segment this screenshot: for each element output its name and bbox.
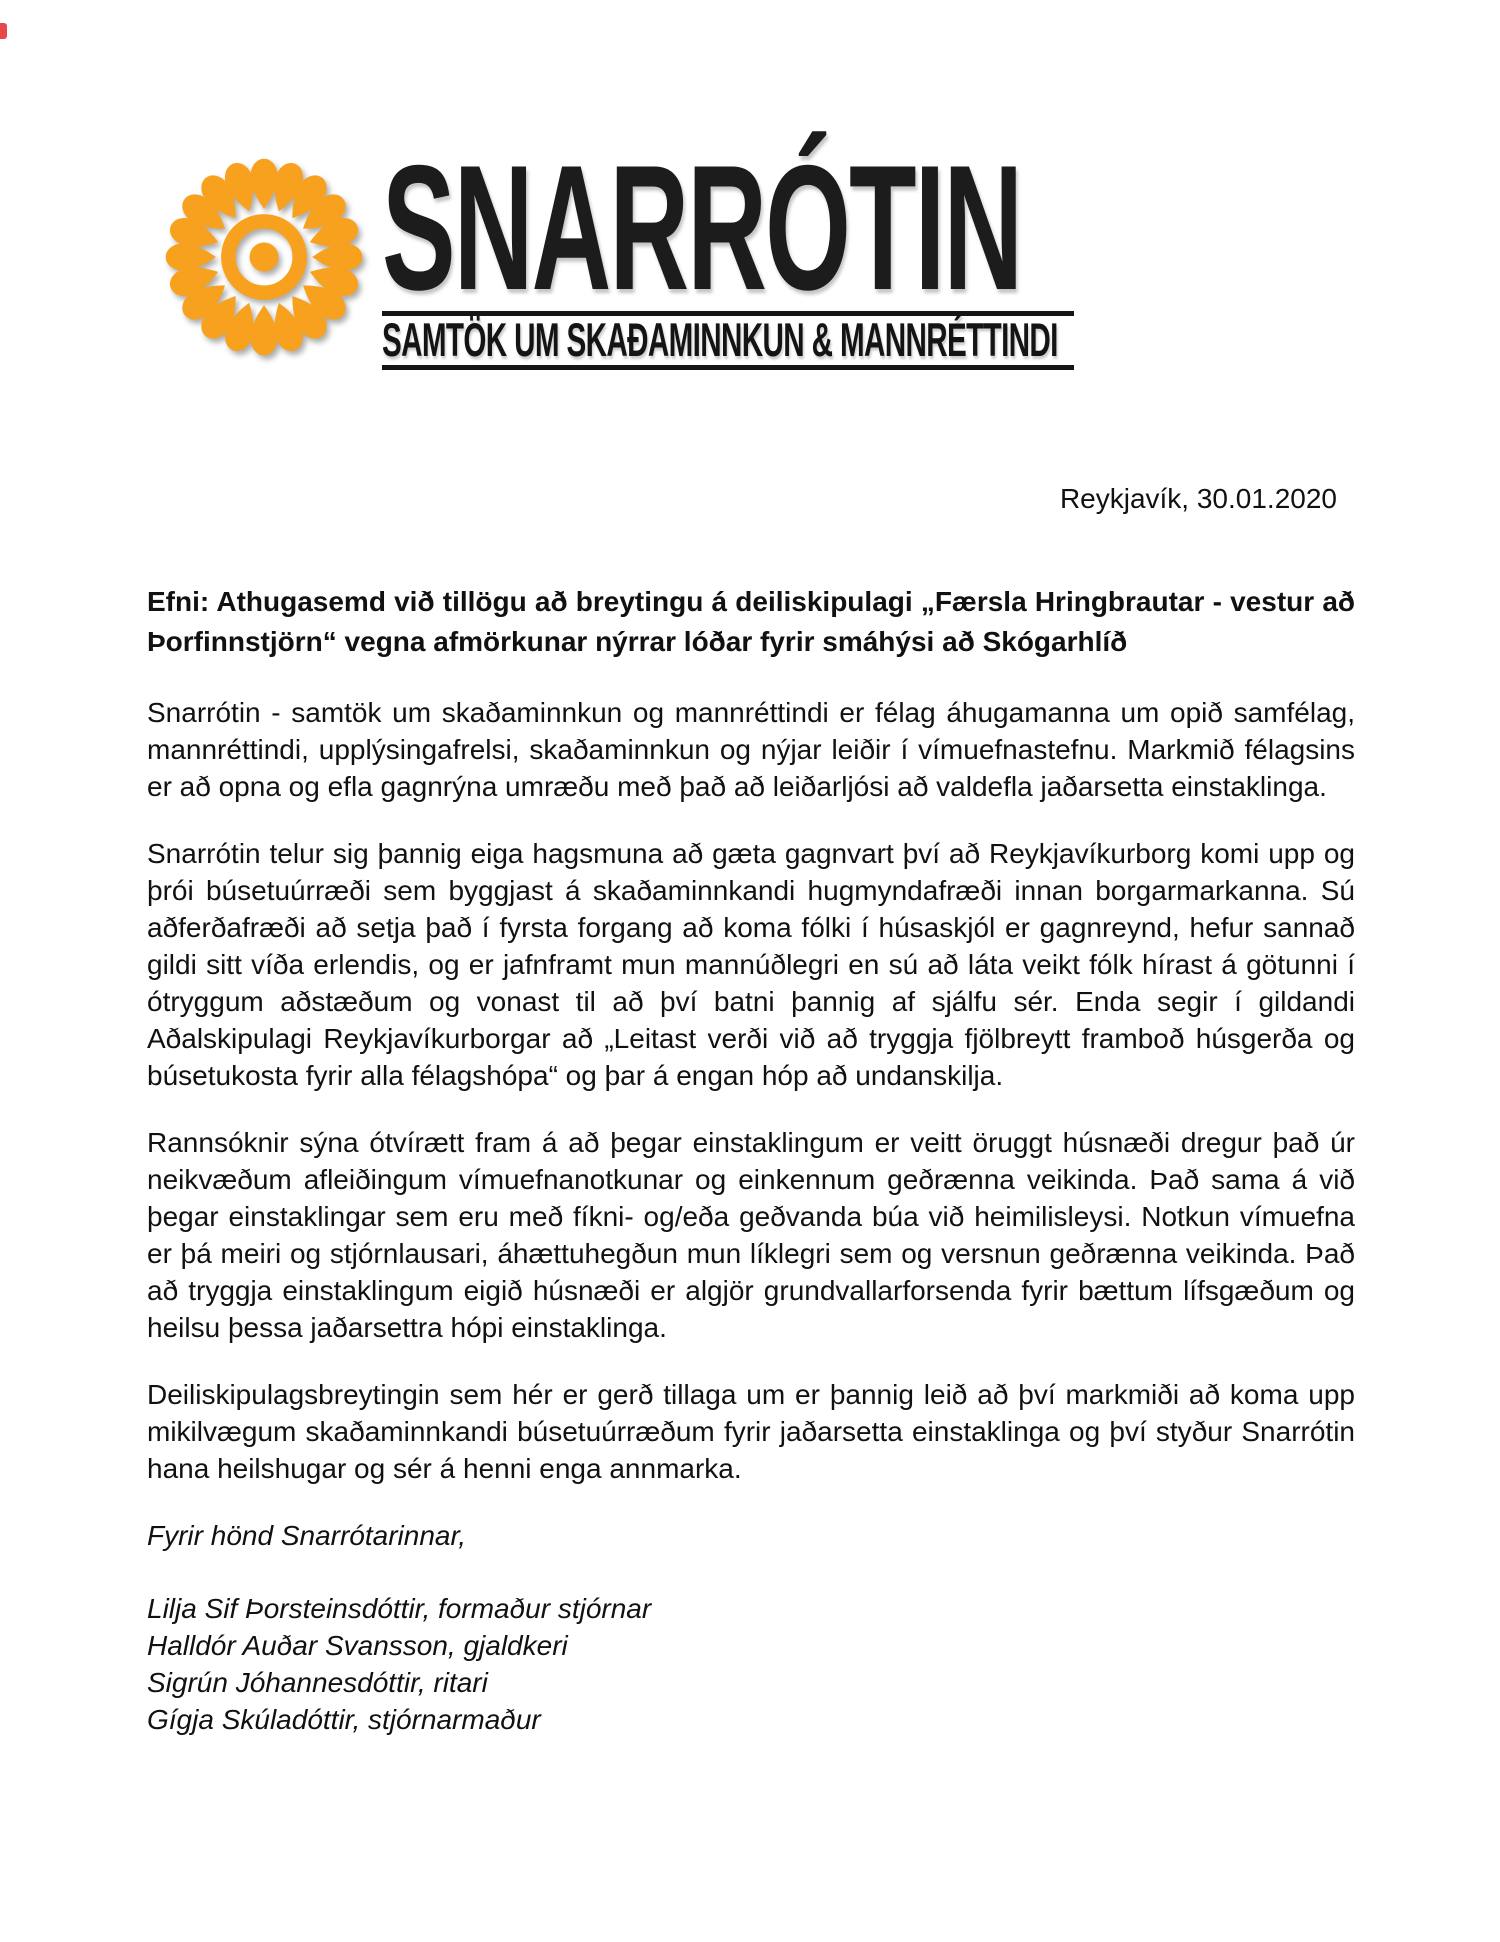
sunflower-icon: [158, 148, 370, 366]
signatory-2: Halldór Auðar Svansson, gjaldkeri: [147, 1630, 568, 1661]
sunflower-center-dot: [250, 243, 279, 272]
subject-line: Efni: Athugasemd við tillögu að breytingu á deiliskipulagi „Færsla Hringbrautar - vestur að Þorfinnstjörn“ vegna afmörkunar nýrrar lóðar fyrir smáhýsi að Skógarhlíð: [147, 586, 1355, 657]
paragraph-2: Snarrótin telur sig þannig eiga hagsmuna að gæta gagnvart því að Reykjavíkurborg komi upp og þrói búsetuúrræði sem byggjast á skaðaminnkandi hugmyndafræði innan borgarmarkanna. Sú aðferðafræði að setja það í fyrsta forgang að koma fólki í húsaskjól er gagnreynd, hefur sannað gildi sitt víða erlendis, og er jafnframt mun mannúðlegri en sú að láta veikt fólk hírast á götunni í ótryggum aðstæðum og vonast til að því batni þannig af sjálfu sér. Enda segir í gildandi Aðalskipulagi Reykjavíkurborgar að „Leitast verði við að tryggja fjölbreytt framboð húsgerða og búsetukosta fyrir alla félagshópa“ og þar á engan hóp að undanskilja.: [147, 838, 1355, 1091]
logo-subtitle-text: SAMTÖK UM SKAÐAMINNKUN & MANNRÉTTINDI: [382, 313, 1058, 366]
signatories-block: [147, 1590, 1355, 1738]
dateline: Reykjavík, 30.01.2020: [1059, 483, 1337, 514]
signatory-4: Gígja Skúladóttir, stjórnarmaður: [147, 1704, 541, 1735]
organization-logo: [158, 128, 1500, 370]
signatory-1: Lilja Sif Þorsteinsdóttir, formaður stjórnar: [147, 1593, 652, 1624]
logo-subtitle: [382, 311, 1074, 370]
signatory-3: Sigrún Jóhannesdóttir, ritari: [147, 1667, 488, 1698]
logo-title-text: SNARRÓTIN: [382, 128, 1022, 327]
paragraph-4: Deiliskipulagsbreytingin sem hér er gerð tillaga um er þannig leið að því markmiði að koma upp mikilvægum skaðaminnkandi búsetuúrræðum fyrir jaðarsetta einstaklinga og því styður Snarrótin hana heilshugar og sér á henni enga annmarka.: [147, 1379, 1355, 1484]
scan-artifact-mark: [0, 23, 7, 39]
logo-title: [382, 128, 1413, 327]
paragraph-3: Rannsóknir sýna ótvírætt fram á að þegar einstaklingum er veitt öruggt húsnæði dregur það úr neikvæðum afleiðingum vímuefnanotkunar og einkennum geðrænna veikinda. Það sama á við þegar einstaklingar sem eru með fíkni- og/eða geðvanda búa við heimilisleysi. Notkun vímuefna er þá meiri og stjórnlausari, áhættuhegðun mun líklegri sem og versnun geðrænna veikinda. Það að tryggja einstaklingum eigið húsnæði er algjör grundvallarforsenda fyrir bættum lífsgæðum og heilsu þessa jaðarsettra hópi einstaklinga.: [147, 1127, 1355, 1343]
logo-text-block: [382, 128, 1413, 370]
paragraph-1: Snarrótin - samtök um skaðaminnkun og mannréttindi er félag áhugamanna um opið samfélag, mannréttindi, upplýsingafrelsi, skaðaminnkun og nýjar leiðir í vímuefnastefnu. Markmið félagsins er að opna og efla gagnrýna umræðu með það að leiðarljósi að valdefla jaðarsetta einstaklinga.: [147, 697, 1355, 802]
letter-body: [147, 482, 1355, 1738]
sunflower-icon-svg: [158, 148, 370, 366]
closing-line: Fyrir hönd Snarrótarinnar,: [147, 1520, 467, 1551]
